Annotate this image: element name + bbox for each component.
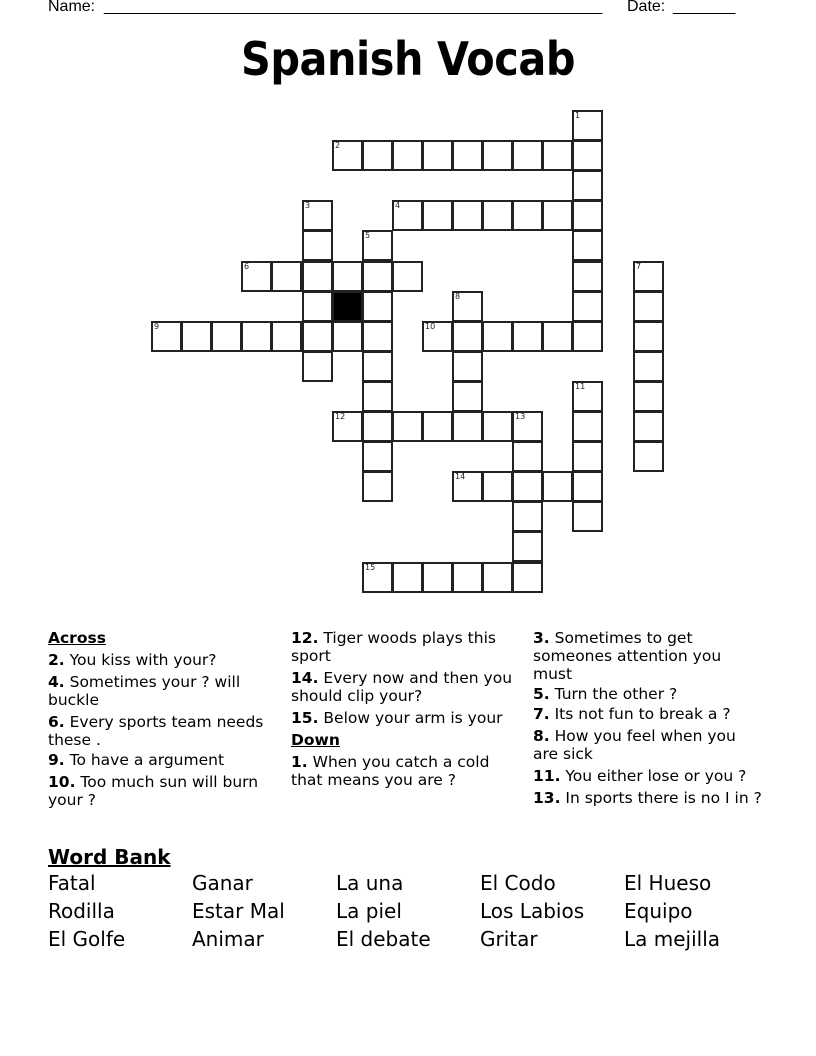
word-bank-item: El Hueso [624,871,712,895]
word-bank-item: Estar Mal [192,899,285,923]
grid-cell[interactable] [422,562,453,593]
cell-number: 11 [575,382,586,391]
grid-cell[interactable] [482,471,513,502]
word-bank-item: Gritar [480,927,538,951]
cell-number: 10 [425,322,436,331]
grid-cell[interactable] [332,261,363,292]
word-bank [48,872,768,950]
grid-cell[interactable] [482,321,513,352]
cell-number: 5 [365,231,371,240]
grid-cell[interactable] [572,110,603,141]
name-label: Name: [48,0,96,15]
clue-number: 15. [291,709,319,727]
grid-cell[interactable] [452,351,483,382]
grid-cell[interactable] [392,261,423,292]
word-bank-item: La mejilla [624,927,721,951]
clue-number: 10. [48,773,76,791]
grid-cell[interactable] [512,501,543,532]
grid-cell[interactable] [211,321,242,352]
cell-number: 15 [365,563,376,572]
grid-cell[interactable] [512,471,543,502]
grid-cell[interactable] [633,291,664,322]
grid-cell[interactable] [302,200,333,231]
grid-cell[interactable] [332,140,363,171]
across-heading: Across [48,629,106,647]
word-bank-item: El debate [336,927,431,951]
grid-cell[interactable] [302,261,333,292]
grid-cell[interactable] [572,230,603,261]
grid-cell[interactable] [302,321,333,352]
clue-down-11 [533,767,765,785]
clue-text: In sports there is no I in ? [560,789,762,807]
grid-cell[interactable] [362,351,393,382]
clue-text: To have a argument [64,751,225,769]
grid-cell[interactable] [392,562,423,593]
grid-cell[interactable] [452,411,483,442]
clue-text: Sometimes to get someones attention you must [533,629,722,683]
grid-cell[interactable] [241,261,272,292]
grid-cell[interactable] [542,471,573,502]
grid-cell[interactable] [633,381,664,412]
clue-across-12 [291,629,523,665]
grid-cell[interactable] [572,261,603,292]
grid-cell[interactable] [633,351,664,382]
clue-number: 11. [533,767,561,785]
clue-across-10 [48,773,280,809]
grid-cell[interactable] [542,200,573,231]
clue-down-13 [533,789,765,807]
cell-number: 2 [335,141,341,150]
clues-column-1 [48,629,280,813]
grid-cell[interactable] [572,381,603,412]
cell-number: 13 [515,412,526,421]
clue-across-4 [48,673,280,709]
clue-number: 8. [533,727,550,745]
word-bank-item: Los Labios [480,899,585,923]
grid-cell[interactable] [512,140,543,171]
grid-cell[interactable] [572,200,603,231]
cell-number: 12 [335,412,346,421]
grid-cell[interactable] [572,291,603,322]
clue-number: 4. [48,673,65,691]
cell-number: 1 [575,111,581,120]
clue-text: How you feel when you are sick [533,727,736,763]
grid-cell[interactable] [572,170,603,201]
grid-cell[interactable] [572,471,603,502]
grid-cell[interactable] [362,381,393,412]
down-heading: Down [291,731,340,749]
cell-number: 6 [244,262,250,271]
grid-cell[interactable] [512,562,543,593]
clue-text: Too much sun will burn your ? [48,773,259,809]
word-bank-item: La una [336,871,404,895]
word-bank-item: Rodilla [48,899,115,923]
name-field[interactable]: ________________________________________________________ [104,0,603,15]
clue-across-15 [291,709,523,727]
grid-cell[interactable] [633,321,664,352]
clue-number: 3. [533,629,550,647]
clue-across-9 [48,751,280,769]
grid-cell[interactable] [362,261,393,292]
clue-number: 6. [48,713,65,731]
clue-text: Sometimes your ? will buckle [48,673,241,709]
date-field[interactable]: _______ [673,0,736,15]
cell-number: 9 [154,322,160,331]
clues-column-3 [533,629,765,811]
clue-text: When you catch a cold that means you are ? [291,753,490,789]
word-bank-item: El Codo [480,871,556,895]
grid-cell[interactable] [271,261,302,292]
grid-cell[interactable] [482,562,513,593]
grid-cell[interactable] [181,321,212,352]
word-bank-item: El Golfe [48,927,126,951]
grid-cell[interactable] [572,441,603,472]
clues-column-2 [291,629,523,793]
grid-cell[interactable] [241,321,272,352]
grid-cell[interactable] [512,321,543,352]
grid-cell[interactable] [633,441,664,472]
word-bank-item: Fatal [48,871,96,895]
clue-text: You either lose or you ? [560,767,747,785]
grid-cell[interactable] [482,411,513,442]
grid-cell[interactable] [572,411,603,442]
grid-cell[interactable] [362,411,393,442]
grid-cell[interactable] [302,230,333,261]
grid-cell[interactable] [362,230,393,261]
grid-cell[interactable] [572,321,603,352]
grid-cell[interactable] [452,381,483,412]
grid-cell[interactable] [151,321,182,352]
cell-number: 14 [455,472,466,481]
word-bank-item: Ganar [192,871,253,895]
clue-text: Turn the other ? [549,685,678,703]
grid-cell[interactable] [392,411,423,442]
cell-number: 8 [455,292,461,301]
grid-cell[interactable] [422,411,453,442]
grid-cell[interactable] [542,140,573,171]
grid-cell[interactable] [512,411,543,442]
clue-text: Its not fun to break a ? [549,705,731,723]
grid-cell[interactable] [392,140,423,171]
clue-text: You kiss with your? [64,651,217,669]
grid-cell[interactable] [482,140,513,171]
clue-number: 7. [533,705,550,723]
grid-cell[interactable] [332,321,363,352]
grid-cell[interactable] [422,321,453,352]
grid-cell[interactable] [572,501,603,532]
grid-cell[interactable] [422,200,453,231]
clue-number: 13. [533,789,561,807]
grid-cell[interactable] [542,321,573,352]
crossword-grid [151,110,671,600]
grid-cell[interactable] [362,471,393,502]
grid-cell[interactable] [302,291,333,322]
grid-cell[interactable] [362,562,393,593]
clue-number: 12. [291,629,319,647]
grid-cell[interactable] [302,351,333,382]
word-bank-item: Equipo [624,899,693,923]
grid-cell[interactable] [452,200,483,231]
clue-number: 1. [291,753,308,771]
grid-cell[interactable] [452,291,483,322]
clue-across-2 [48,651,280,669]
word-bank-item: La piel [336,899,402,923]
grid-cell[interactable] [452,562,483,593]
grid-cell[interactable] [422,140,453,171]
clue-number: 2. [48,651,65,669]
clue-down-5 [533,685,765,703]
grid-cell[interactable] [633,411,664,442]
grid-cell[interactable] [452,321,483,352]
grid-cell[interactable] [362,321,393,352]
clue-down-3 [533,629,765,683]
grid-cell[interactable] [362,291,393,322]
clue-down-8 [533,727,765,763]
clue-text: Every sports team needs these . [48,713,264,749]
word-bank-title: Word Bank [48,845,171,869]
grid-cell[interactable] [332,411,363,442]
clue-down-7 [533,705,765,723]
clue-number: 9. [48,751,65,769]
grid-cell[interactable] [572,140,603,171]
grid-cell[interactable] [271,321,302,352]
clue-across-14 [291,669,523,705]
grid-cell[interactable] [482,200,513,231]
clue-number: 5. [533,685,550,703]
grid-cell[interactable] [452,471,483,502]
clue-text: Below your arm is your [318,709,503,727]
cell-number: 7 [636,262,642,271]
grid-cell[interactable] [362,140,393,171]
grid-cell[interactable] [392,200,423,231]
clue-text: Tiger woods plays this sport [291,629,496,665]
cell-number: 3 [305,201,311,210]
header [48,0,748,20]
clue-text: Every now and then you should clip your? [291,669,513,705]
grid-cell[interactable] [452,140,483,171]
grid-cell[interactable] [512,531,543,562]
grid-cell[interactable] [362,441,393,472]
word-bank-item: Animar [192,927,264,951]
grid-cell[interactable] [633,261,664,292]
clue-across-6 [48,713,280,749]
clue-number: 14. [291,669,319,687]
clue-down-1 [291,753,523,789]
black-cell [332,291,363,322]
grid-cell[interactable] [512,200,543,231]
page-title: Spanish Vocab [240,32,576,86]
date-label: Date: [627,0,666,15]
grid-cell[interactable] [512,441,543,472]
cell-number: 4 [395,201,401,210]
